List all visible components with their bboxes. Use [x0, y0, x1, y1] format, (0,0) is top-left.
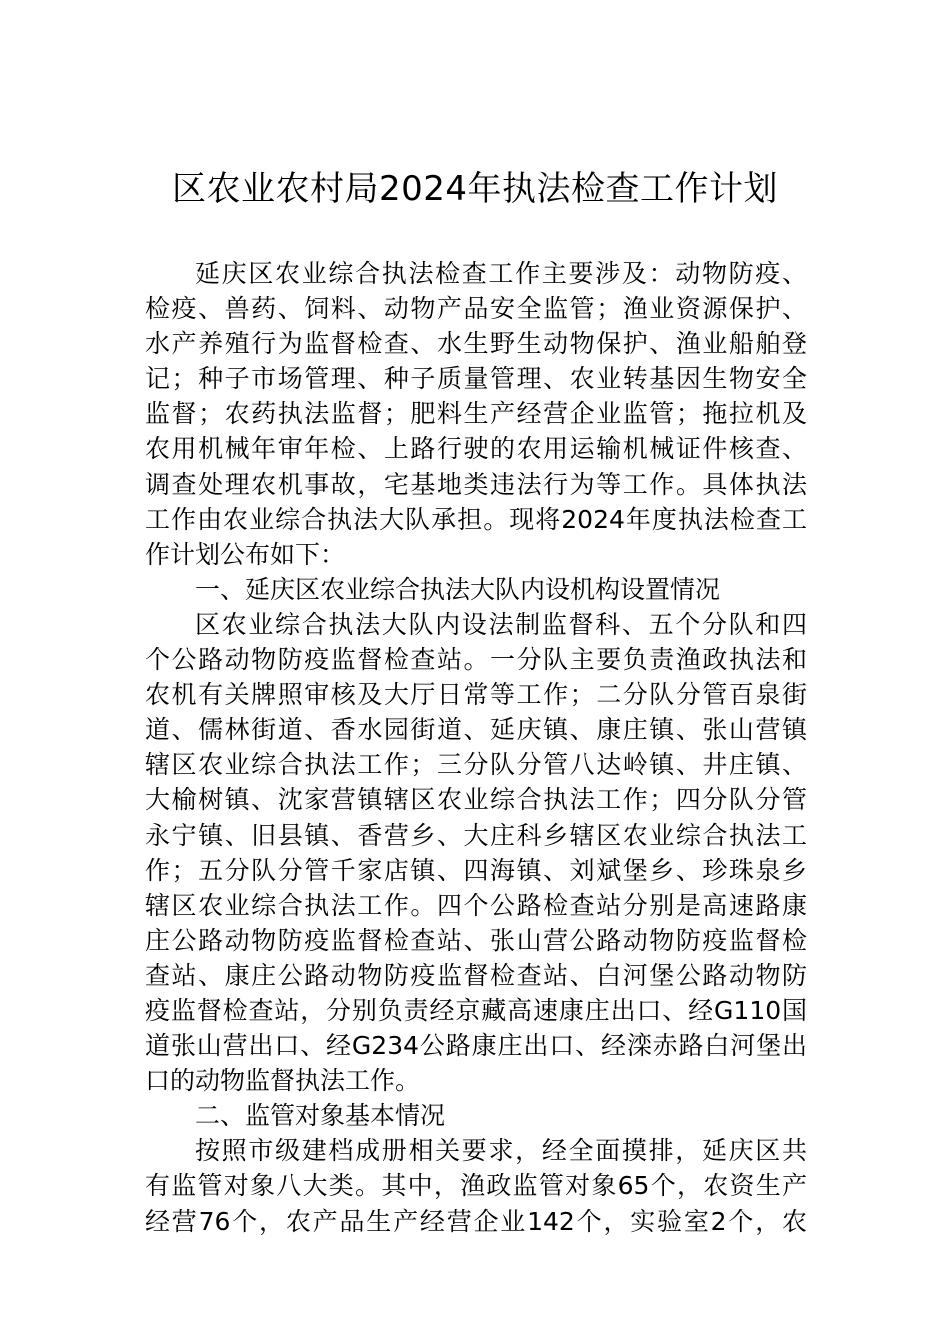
paragraph-line: 区农业综合执法大队内设法制监督科、五个分队和四: [195, 609, 807, 639]
paragraph-line: 监督；农药执法监督；肥料生产经营企业监管；拖拉机及: [145, 399, 807, 429]
paragraph-line: 延庆区农业综合执法检查工作主要涉及：动物防疫、: [195, 259, 807, 288]
document-body: [145, 256, 807, 1239]
section-heading: 一、延庆区农业综合执法大队内设机构设置情况: [195, 574, 721, 604]
paragraph-line: 经营76个，农产品生产经营企业142个，实验室2个，农: [145, 1206, 807, 1236]
section-heading: 二、监管对象基本情况: [195, 1101, 446, 1131]
paragraph-line: 查站、康庄公路动物防疫监督检查站、白河堡公路动物防: [145, 960, 807, 990]
document-title: 区农业农村局2024年执法检查工作计划: [171, 169, 779, 209]
paragraph-line: 工作由农业综合执法大队承担。现将2024年度执法检查工: [145, 504, 807, 534]
paragraph-line: 有监管对象八大类。其中，渔政监管对象65个，农资生产: [145, 1171, 807, 1201]
paragraph-line: 按照市级建档成册相关要求，经全面摸排，延庆区共: [195, 1136, 807, 1166]
paragraph-line: 农用机械年审年检、上路行驶的农用运输机械证件核查、: [145, 434, 807, 464]
paragraph-line: 疫监督检查站，分别负责经京藏高速康庄出口、经G110国: [145, 995, 807, 1025]
paragraph-line: 大榆树镇、沈家营镇辖区农业综合执法工作；四分队分管: [145, 785, 807, 815]
paragraph-line: 作；五分队分管千家店镇、四海镇、刘斌堡乡、珍珠泉乡: [145, 855, 807, 885]
paragraph-line: 庄公路动物防疫监督检查站、张山营公路动物防疫监督检: [145, 925, 807, 955]
paragraph-line: 辖区农业综合执法工作；三分队分管八达岭镇、井庄镇、: [145, 750, 807, 780]
paragraph-line: 作计划公布如下：: [145, 539, 346, 569]
paragraph-line: 调查处理农机事故，宅基地类违法行为等工作。具体执法: [145, 469, 807, 499]
paragraph-line: 辖区农业综合执法工作。四个公路检查站分别是高速路康: [145, 890, 807, 920]
paragraph-line: 道张山营出口、经G234公路康庄出口、经滦赤路白河堡出: [145, 1031, 807, 1061]
paragraph-line: 个公路动物防疫监督检查站。一分队主要负责渔政执法和: [145, 645, 807, 675]
paragraph-line: 永宁镇、旧县镇、香营乡、大庄科乡辖区农业综合执法工: [145, 820, 807, 850]
paragraph-line: 道、儒林街道、香水园街道、延庆镇、康庄镇、张山营镇: [145, 715, 807, 745]
paragraph-line: 记；种子市场管理、种子质量管理、农业转基因生物安全: [145, 364, 807, 394]
paragraph-line: 口的动物监督执法工作。: [145, 1066, 421, 1096]
paragraph-line: 检疫、兽药、饲料、动物产品安全监管；渔业资源保护、: [145, 294, 807, 324]
paragraph-line: 水产养殖行为监督检查、水生野生动物保护、渔业船舶登: [145, 329, 807, 359]
paragraph-line: 农机有关牌照审核及大厅日常等工作；二分队分管百泉街: [145, 680, 807, 710]
